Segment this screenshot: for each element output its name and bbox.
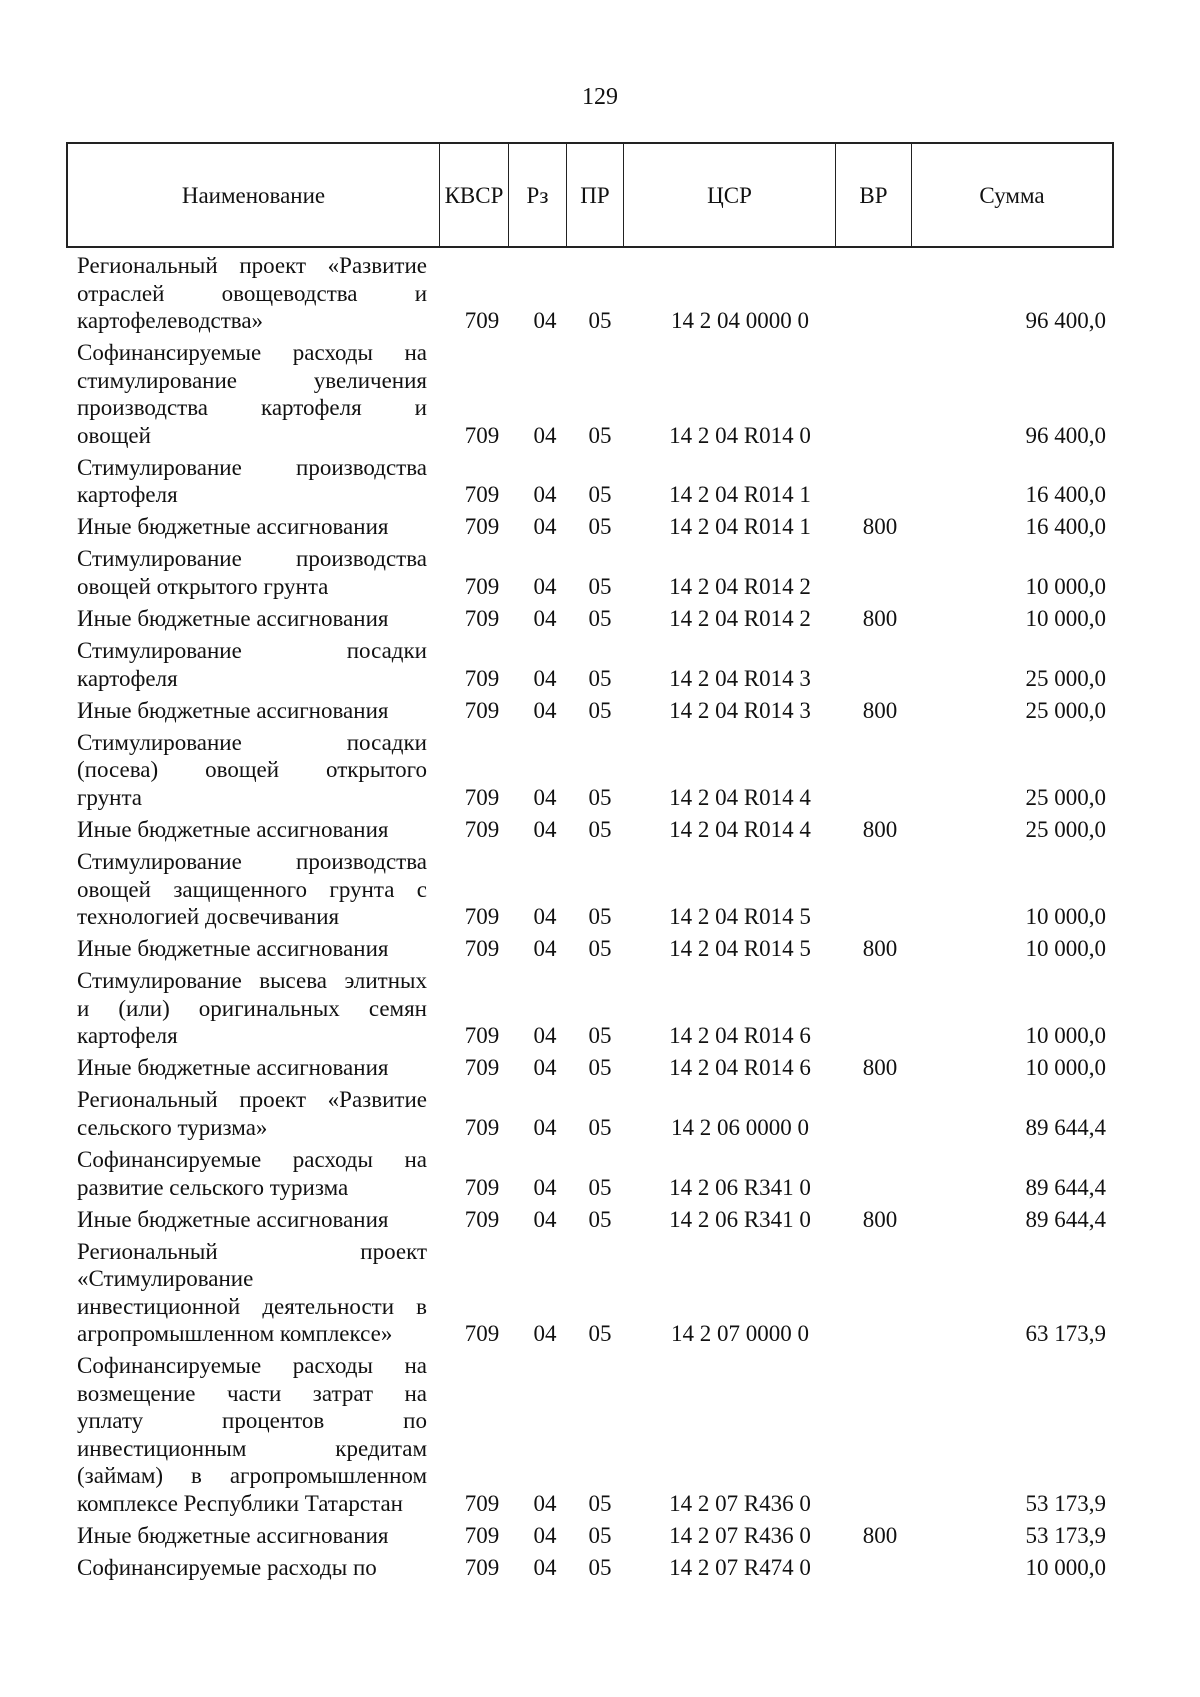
table-row: [0, 513, 1200, 541]
row-name: [77, 816, 427, 844]
header-vr: ВР: [836, 144, 912, 248]
cell-sum: 25 000,0: [1025, 697, 1106, 723]
cell-rz: 04: [533, 1206, 557, 1232]
header-pr: ПР: [567, 144, 624, 248]
row-name: [77, 697, 427, 725]
cell-sum: 25 000,0: [1025, 816, 1106, 842]
cell-rz: 04: [533, 482, 557, 508]
row-name: [77, 1238, 427, 1348]
cell-csr: 14 2 06 0000 0: [671, 1114, 809, 1140]
cell-kvsr: 709: [464, 1114, 500, 1140]
row-name-line: Региональный проект: [77, 1238, 427, 1264]
cell-csr: 14 2 04 R014 4: [669, 784, 811, 810]
row-name: [77, 339, 427, 449]
row-name: [77, 935, 427, 963]
cell-rz: 04: [533, 936, 557, 962]
table-row: [0, 545, 1200, 600]
row-name-line: «Стимулирование: [77, 1266, 254, 1292]
cell-kvsr: 709: [464, 573, 500, 599]
cell-pr: 05: [588, 1055, 612, 1081]
table-row: [0, 1146, 1200, 1201]
cell-csr: 14 2 04 R014 2: [669, 573, 811, 599]
cell-pr: 05: [588, 1321, 612, 1347]
row-name-line: уплату процентов по: [77, 1408, 427, 1434]
header-kvsr: КВСР: [440, 144, 509, 248]
cell-sum: 10 000,0: [1025, 1555, 1106, 1580]
row-name-line: инвестиционной деятельности в: [77, 1293, 427, 1319]
row-name: [77, 637, 427, 692]
row-name: [77, 1054, 427, 1082]
header-name: Наименование: [68, 144, 440, 248]
table-header: [66, 142, 1114, 248]
header-rz: Рз: [509, 144, 567, 248]
table-row: [0, 1054, 1200, 1082]
cell-sum: 10 000,0: [1025, 573, 1106, 599]
cell-sum: 10 000,0: [1025, 606, 1106, 631]
cell-csr: 14 2 04 R014 4: [669, 816, 811, 842]
table-row: [0, 729, 1200, 812]
cell-kvsr: 709: [464, 904, 500, 929]
cell-pr: 05: [588, 1114, 612, 1140]
cell-kvsr: 709: [464, 308, 500, 333]
row-name-line: Иные бюджетные ассигнования: [77, 1522, 389, 1548]
table-row: [0, 637, 1200, 692]
row-name-line: овощей защищенного грунта с: [77, 876, 427, 902]
cell-rz: 04: [533, 1555, 557, 1580]
cell-rz: 04: [533, 308, 557, 333]
cell-csr: 14 2 07 R436 0: [669, 1522, 811, 1548]
row-name-line: Иные бюджетные ассигнования: [77, 697, 389, 723]
row-name-line: Софинансируемые расходы на: [77, 1353, 427, 1379]
row-name-line: картофеля: [77, 1023, 178, 1049]
cell-rz: 04: [533, 904, 557, 929]
row-name: [77, 1206, 427, 1234]
row-name-line: Иные бюджетные ассигнования: [77, 816, 389, 842]
row-name: [77, 1554, 427, 1582]
cell-csr: 14 2 04 R014 3: [669, 697, 811, 723]
cell-sum: 10 000,0: [1025, 1055, 1106, 1081]
cell-vr: 800: [862, 1055, 898, 1081]
row-name-line: агропромышленном комплексе»: [77, 1321, 393, 1347]
cell-sum: 16 400,0: [1025, 514, 1106, 540]
row-name-line: Иные бюджетные ассигнования: [77, 1055, 389, 1081]
page-number: 129: [582, 84, 618, 110]
table-row: [0, 1352, 1200, 1517]
cell-kvsr: 709: [464, 1055, 500, 1081]
cell-vr: 800: [862, 514, 898, 540]
cell-rz: 04: [533, 1055, 557, 1081]
cell-vr: 800: [862, 816, 898, 842]
cell-pr: 05: [588, 514, 612, 540]
cell-pr: 05: [588, 1522, 612, 1548]
cell-kvsr: 709: [464, 514, 500, 540]
row-name: [77, 848, 427, 931]
cell-rz: 04: [533, 422, 557, 448]
row-name-line: комплексе Республики Татарстан: [77, 1490, 403, 1516]
row-name: [77, 605, 427, 633]
cell-csr: 14 2 04 R014 2: [669, 606, 811, 631]
row-name-line: Иные бюджетные ассигнования: [77, 936, 389, 962]
cell-csr: 14 2 07 0000 0: [671, 1321, 809, 1347]
cell-pr: 05: [588, 904, 612, 929]
row-name-line: Иные бюджетные ассигнования: [77, 514, 389, 540]
table-row: [0, 1522, 1200, 1550]
cell-sum: 16 400,0: [1025, 482, 1106, 508]
cell-rz: 04: [533, 514, 557, 540]
cell-pr: 05: [588, 1555, 612, 1580]
cell-csr: 14 2 04 R014 1: [669, 482, 811, 508]
cell-csr: 14 2 04 R014 5: [669, 904, 811, 929]
row-name-line: Региональный проект «Развитие: [77, 1087, 427, 1113]
row-name: [77, 252, 427, 335]
cell-csr: 14 2 04 R014 3: [669, 665, 811, 691]
cell-vr: 800: [862, 606, 898, 631]
cell-pr: 05: [588, 936, 612, 962]
row-name-line: инвестиционным кредитам: [77, 1435, 427, 1461]
cell-csr: 14 2 04 R014 5: [669, 936, 811, 962]
cell-sum: 10 000,0: [1025, 904, 1106, 929]
table-row: [0, 252, 1200, 335]
row-name-line: Иные бюджетные ассигнования: [77, 606, 389, 631]
row-name-line: производства картофеля и: [77, 395, 427, 421]
cell-sum: 25 000,0: [1025, 665, 1106, 691]
row-name-line: картофелеводства»: [77, 308, 264, 333]
cell-kvsr: 709: [464, 936, 500, 962]
cell-pr: 05: [588, 665, 612, 691]
cell-sum: 89 644,4: [1025, 1174, 1106, 1200]
row-name: [77, 454, 427, 509]
cell-rz: 04: [533, 1174, 557, 1200]
cell-kvsr: 709: [464, 482, 500, 508]
cell-pr: 05: [588, 697, 612, 723]
cell-vr: 800: [862, 697, 898, 723]
cell-rz: 04: [533, 784, 557, 810]
cell-rz: 04: [533, 606, 557, 631]
row-name-line: Региональный проект «Развитие: [77, 253, 427, 278]
cell-pr: 05: [588, 1490, 612, 1516]
cell-pr: 05: [588, 482, 612, 508]
cell-pr: 05: [588, 816, 612, 842]
cell-csr: 14 2 07 R474 0: [669, 1555, 811, 1580]
row-name-line: стимулирование увеличения: [77, 367, 427, 393]
cell-sum: 53 173,9: [1025, 1490, 1106, 1516]
cell-csr: 14 2 04 R014 6: [669, 1023, 811, 1049]
cell-csr: 14 2 06 R341 0: [669, 1174, 811, 1200]
row-name: [77, 545, 427, 600]
table-row: [0, 1238, 1200, 1348]
cell-sum: 10 000,0: [1025, 1023, 1106, 1049]
row-name-line: грунта: [77, 784, 142, 810]
cell-kvsr: 709: [464, 1206, 500, 1232]
cell-sum: 10 000,0: [1025, 936, 1106, 962]
row-name: [77, 1086, 427, 1141]
row-name-line: Стимулирование посадки: [77, 729, 427, 755]
cell-kvsr: 709: [464, 1023, 500, 1049]
cell-rz: 04: [533, 1023, 557, 1049]
cell-csr: 14 2 04 R014 1: [669, 514, 811, 540]
row-name: [77, 967, 427, 1050]
cell-kvsr: 709: [464, 606, 500, 631]
table-row: [0, 1086, 1200, 1141]
row-name-line: Софинансируемые расходы по: [77, 1555, 377, 1580]
cell-rz: 04: [533, 1114, 557, 1140]
row-name-line: возмещение части затрат на: [77, 1380, 427, 1406]
cell-rz: 04: [533, 1321, 557, 1347]
table-row: [0, 935, 1200, 963]
row-name: [77, 1146, 427, 1201]
row-name: [77, 1352, 427, 1517]
cell-pr: 05: [588, 606, 612, 631]
cell-vr: 800: [862, 936, 898, 962]
cell-kvsr: 709: [464, 1522, 500, 1548]
row-name-line: овощей: [77, 422, 151, 448]
cell-kvsr: 709: [464, 784, 500, 810]
row-name-line: отраслей овощеводства и: [77, 280, 427, 306]
table-row: [0, 848, 1200, 931]
table-row: [0, 339, 1200, 449]
cell-kvsr: 709: [464, 1321, 500, 1347]
cell-kvsr: 709: [464, 697, 500, 723]
row-name-line: Софинансируемые расходы на: [77, 340, 427, 366]
cell-csr: 14 2 07 R436 0: [669, 1490, 811, 1516]
header-csr: ЦСР: [624, 144, 836, 248]
cell-csr: 14 2 04 R014 0: [669, 422, 811, 448]
cell-pr: 05: [588, 784, 612, 810]
row-name-line: Стимулирование производства: [77, 546, 427, 572]
row-name-line: Стимулирование производства: [77, 454, 427, 480]
table-row: [0, 1554, 1200, 1582]
cell-sum: 25 000,0: [1025, 784, 1106, 810]
row-name-line: сельского туризма»: [77, 1114, 268, 1140]
cell-pr: 05: [588, 1023, 612, 1049]
cell-pr: 05: [588, 1174, 612, 1200]
cell-sum: 96 400,0: [1025, 308, 1106, 333]
cell-sum: 96 400,0: [1025, 422, 1106, 448]
row-name: [77, 513, 427, 541]
row-name-line: овощей открытого грунта: [77, 573, 329, 599]
table-row: [0, 967, 1200, 1050]
cell-kvsr: 709: [464, 1555, 500, 1580]
row-name: [77, 729, 427, 812]
cell-kvsr: 709: [464, 1174, 500, 1200]
cell-sum: 89 644,4: [1025, 1114, 1106, 1140]
cell-pr: 05: [588, 308, 612, 333]
cell-vr: 800: [862, 1522, 898, 1548]
row-name-line: Стимулирование высева элитных: [77, 968, 427, 994]
row-name-line: картофеля: [77, 482, 178, 508]
row-name: [77, 1522, 427, 1550]
row-name-line: технологией досвечивания: [77, 904, 340, 929]
cell-sum: 53 173,9: [1025, 1522, 1106, 1548]
cell-kvsr: 709: [464, 1490, 500, 1516]
cell-rz: 04: [533, 1490, 557, 1516]
cell-sum: 63 173,9: [1025, 1321, 1106, 1347]
table-row: [0, 816, 1200, 844]
cell-rz: 04: [533, 1522, 557, 1548]
cell-csr: 14 2 04 0000 0: [671, 308, 809, 333]
row-name-line: Софинансируемые расходы на: [77, 1147, 427, 1172]
cell-csr: 14 2 06 R341 0: [669, 1206, 811, 1232]
row-name-line: картофеля: [77, 665, 178, 691]
table-row: [0, 605, 1200, 633]
header-sum: Сумма: [979, 183, 1045, 208]
cell-pr: 05: [588, 1206, 612, 1232]
cell-pr: 05: [588, 573, 612, 599]
cell-csr: 14 2 04 R014 6: [669, 1055, 811, 1081]
cell-kvsr: 709: [464, 422, 500, 448]
cell-vr: 800: [862, 1206, 898, 1232]
row-name-line: Стимулирование посадки: [77, 638, 427, 664]
cell-rz: 04: [533, 573, 557, 599]
row-name-line: Иные бюджетные ассигнования: [77, 1206, 389, 1232]
cell-pr: 05: [588, 422, 612, 448]
row-name-line: развитие сельского туризма: [77, 1174, 349, 1200]
row-name-line: Стимулирование производства: [77, 849, 427, 874]
table-row: [0, 1206, 1200, 1234]
table-row: [0, 697, 1200, 725]
row-name-line: (займам) в агропромышленном: [77, 1463, 427, 1489]
row-name-line: (посева) овощей открытого: [77, 757, 427, 783]
cell-rz: 04: [533, 816, 557, 842]
cell-rz: 04: [533, 697, 557, 723]
cell-sum: 89 644,4: [1025, 1206, 1106, 1232]
table-row: [0, 454, 1200, 509]
row-name-line: и (или) оригинальных семян: [77, 995, 427, 1021]
cell-kvsr: 709: [464, 816, 500, 842]
cell-kvsr: 709: [464, 665, 500, 691]
cell-rz: 04: [533, 665, 557, 691]
